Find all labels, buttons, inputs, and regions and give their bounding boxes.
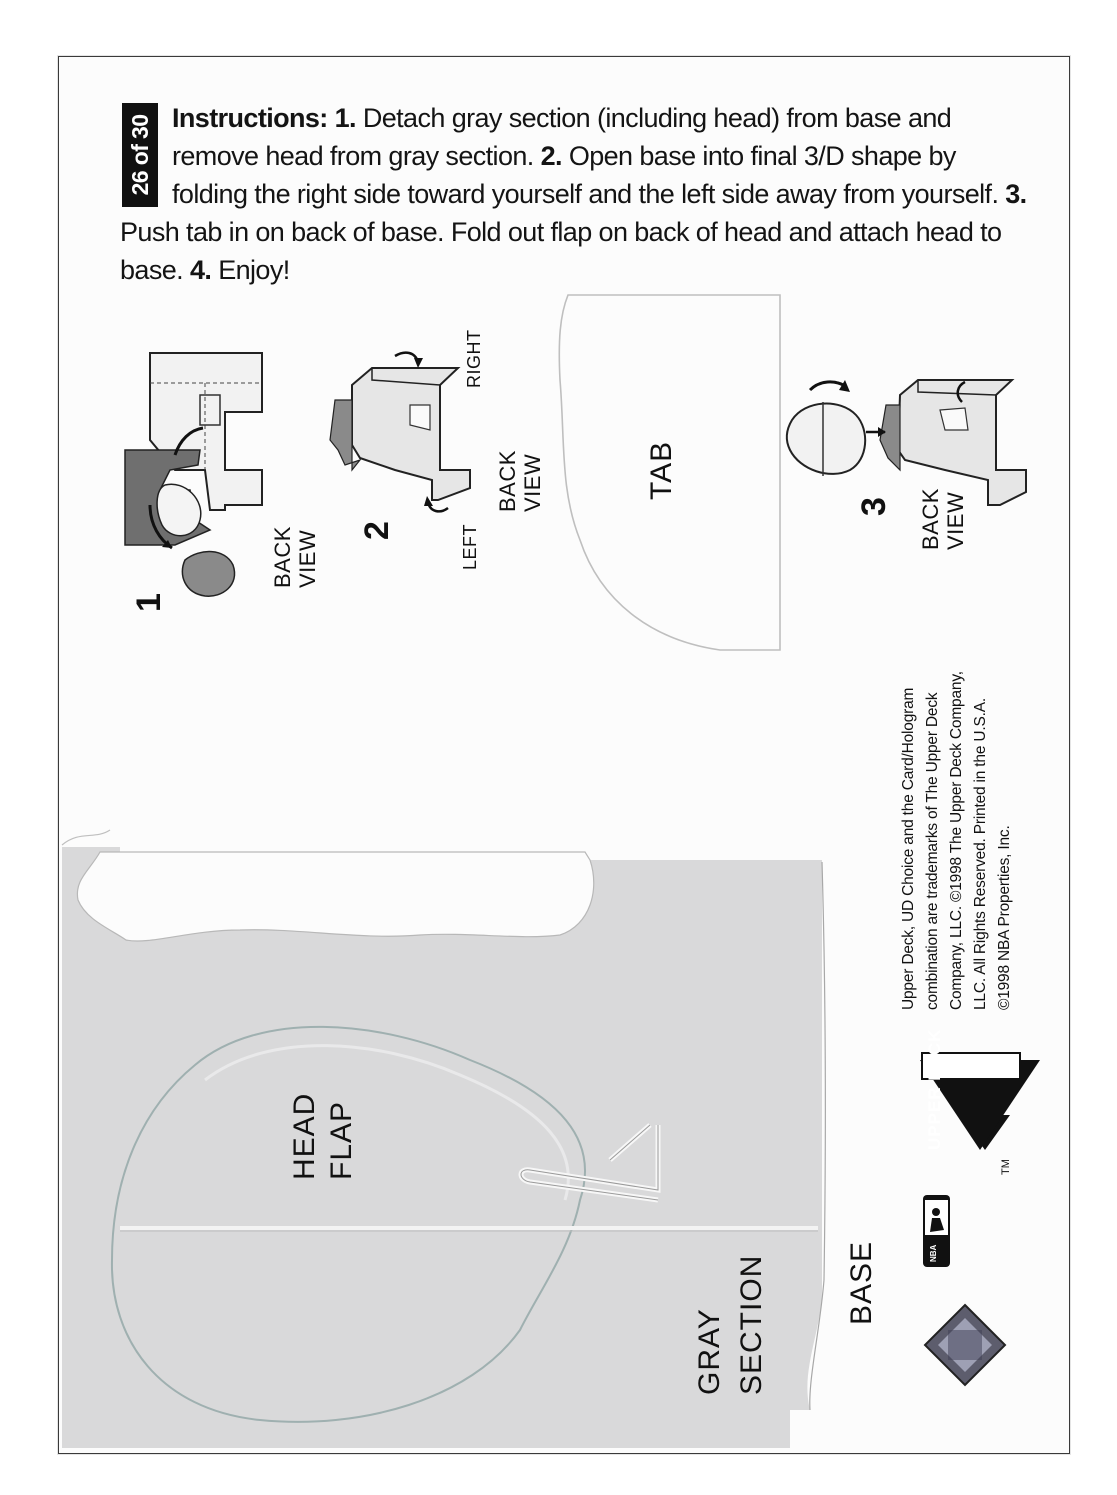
card-number: 26 of 30 [127,114,153,196]
tab-label: TAB [645,440,678,500]
card-number-box [122,103,158,207]
head-flap-line1: HEAD [288,1092,321,1180]
base-label: BASE [845,1240,878,1325]
step1-text: Detach gray section (including head) from base and remove head from gray section. [172,103,952,171]
head-cutout-outline [77,852,593,941]
gray-section-line2: SECTION [735,1254,768,1395]
step2-left: LEFT [460,523,480,570]
step3-num: 3. [1005,179,1027,209]
legal-line-3: Company, LLC. ©1998 The Upper Deck Company, [948,671,965,1010]
step4-num: 4. [189,255,212,285]
trademark-symbol: TM [1000,1159,1012,1175]
step2-view-line1: BACK [495,450,520,512]
instructions-heading: Instructions: [172,103,328,133]
head-icon [182,552,234,597]
step1-number: 1 [130,593,168,612]
base-fold-icon [898,380,1026,505]
step3-number: 3 [855,497,893,516]
hologram-icon [925,1305,1005,1385]
step3-view-line1: BACK [918,488,943,550]
legal-line-4: LLC. All Rights Reserved. Printed in the U.S.A. [972,698,989,1010]
step2-num: 2. [540,141,562,171]
upper-deck-wordmark: UPPER DECK [925,1028,944,1150]
legal-line-5: ©1998 NBA Properties, Inc. [996,825,1013,1010]
base-fold-icon [352,368,470,500]
step2-text: Open base into final 3/D shape by folding the right side toward yourself and the left side away from yourself. [172,141,999,209]
step3-text: Push tab in on back of base. Fold out flap on back of head and attach head to base. [120,217,1002,285]
head-flap-line2: FLAP [325,1100,358,1180]
step2-view-line2: VIEW [520,453,545,512]
step1-num: 1. [334,103,356,133]
step4-text: Enjoy! [218,255,290,285]
step3-view-line2: VIEW [943,491,968,550]
curved-arrow-icon [395,353,418,362]
step2-number: 2 [358,521,396,540]
step1-view-line2: VIEW [295,529,320,588]
head-die-cut-top [62,830,110,845]
instructions-block [120,99,1030,289]
step1-diagram [125,353,262,596]
head-icon [787,404,865,474]
step2-right: RIGHT [464,329,484,388]
step2-diagram [330,353,470,512]
step3-diagram [787,380,1026,505]
head-hole-icon [157,484,201,535]
legal-line-1: Upper Deck, UD Choice and the Card/Hologram [900,687,917,1010]
gray-section-line1: GRAY [693,1308,726,1395]
nba-wordmark: NBA [929,1244,938,1262]
step1-view-line1: BACK [270,526,295,588]
legal-line-2: combination are trademarks of The Upper Deck [924,692,941,1010]
